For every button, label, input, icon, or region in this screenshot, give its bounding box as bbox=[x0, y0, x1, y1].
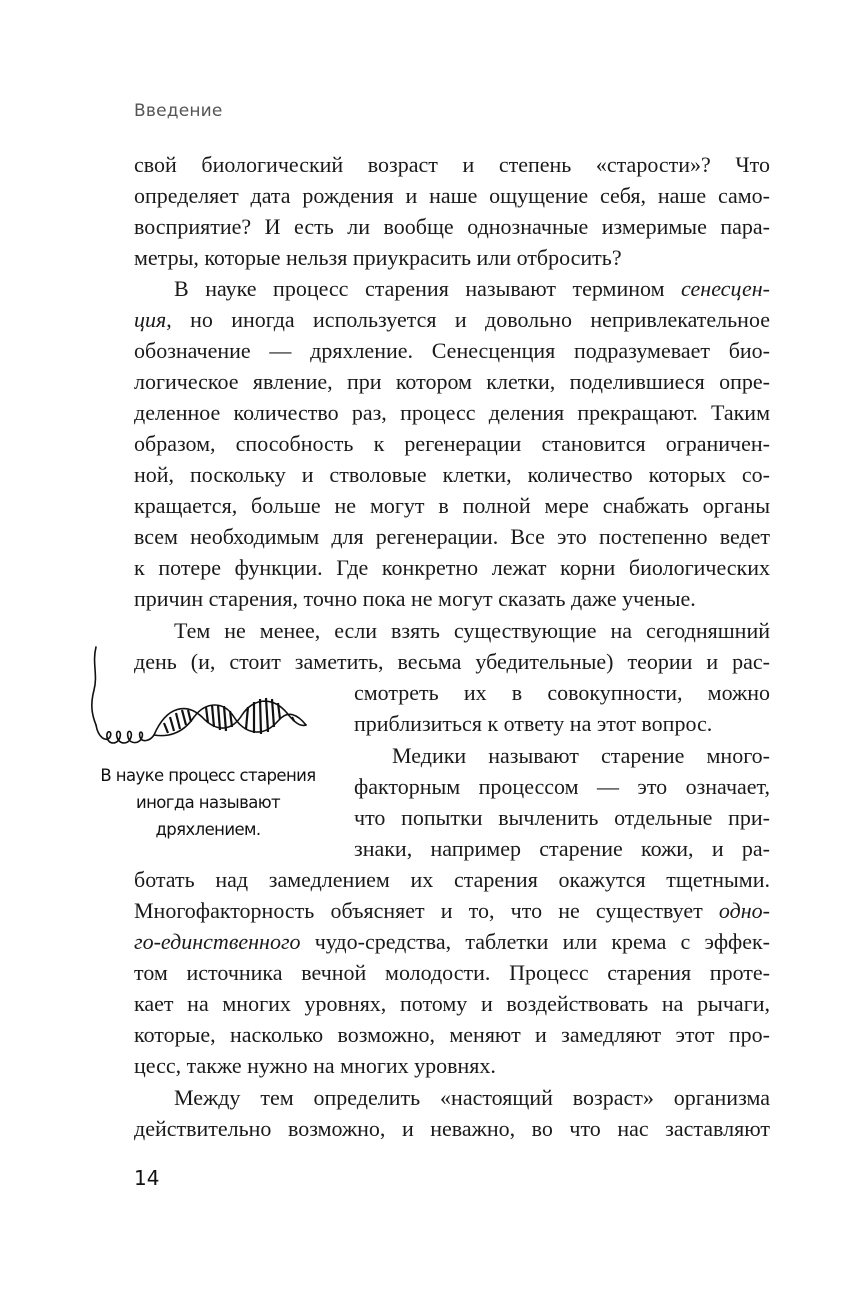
illustration-caption bbox=[96, 762, 320, 843]
text-line: знаки, например старение кожи, и ра- bbox=[354, 836, 770, 861]
text-line: причин старения, точно пока не могут сказать даже ученые. bbox=[134, 586, 696, 611]
italic-term: ция bbox=[134, 307, 167, 332]
text-line bbox=[174, 273, 770, 304]
text-line: Медики называют старение много- bbox=[392, 743, 770, 768]
text-line: метры, которые нельзя приукрасить или отбросить? bbox=[134, 245, 622, 270]
text-line bbox=[134, 926, 770, 957]
text-line: обозначение — дряхление. Сенесценция подразумевает био- bbox=[134, 338, 770, 363]
text-span: чудо-средства, таблетки или крема с эффек- bbox=[300, 929, 770, 954]
text-line: ной, поскольку и стволовые клетки, количество которых со- bbox=[134, 462, 770, 487]
text-line: определяет дата рождения и наше ощущение себя, наше само- bbox=[134, 183, 770, 208]
text-line: которые, насколько возможно, меняют и замедляют этот про- bbox=[134, 1022, 770, 1047]
text-line: к потере функции. Где конкретно лежат корни биологических bbox=[134, 555, 770, 580]
text-line: том источника вечной молодости. Процесс старения проте- bbox=[134, 960, 770, 985]
italic-term: одно- bbox=[718, 898, 770, 923]
text-line: цесс, также нужно на многих уровнях. bbox=[134, 1053, 496, 1078]
text-span: , но иногда используется и довольно непривлекательное bbox=[166, 307, 770, 332]
italic-term: сенесцен- bbox=[681, 276, 770, 301]
text-line: восприятие? И есть ли вообще однозначные измеримые пара- bbox=[134, 214, 770, 239]
text-line: кращается, больше не могут в полной мере снабжать органы bbox=[134, 493, 770, 518]
text-line bbox=[134, 304, 770, 335]
text-span: Многофакторность объясняет и то, что не существует bbox=[134, 898, 719, 923]
text-line: смотреть их в совокупности, можно bbox=[354, 680, 770, 705]
text-line: действительно возможно, и неважно, во что нас заставляют bbox=[134, 1116, 770, 1141]
text-line bbox=[134, 895, 770, 926]
caption-line: иногда называют bbox=[135, 793, 281, 812]
text-span: В науке процесс старения называют термином bbox=[174, 276, 682, 301]
text-line: ботать над замедлением их старения окажутся тщетными. bbox=[134, 867, 770, 892]
text-line: свой биологический возраст и степень «старости»? Что bbox=[134, 152, 770, 177]
dna-helix-icon bbox=[82, 645, 322, 757]
text-line: что попытки вычленить отдельные при- bbox=[354, 805, 770, 830]
caption-line: В науке процесс старения bbox=[100, 766, 316, 785]
text-line: образом, способность к регенерации становится ограничен- bbox=[134, 431, 770, 456]
running-head: Введение bbox=[134, 101, 223, 121]
text-line: всем необходимым для регенерации. Все это постепенно ведет bbox=[134, 524, 770, 549]
page-number: 14 bbox=[134, 1166, 160, 1190]
text-line: приблизиться к ответу на этот вопрос. bbox=[354, 711, 713, 736]
text-line: кает на многих уровнях, потому и воздействовать на рычаги, bbox=[134, 991, 770, 1016]
text-line: Тем не менее, если взять существующие на сегодняшний bbox=[174, 618, 770, 643]
text-line: Между тем определить «настоящий возраст» организма bbox=[174, 1085, 770, 1110]
text-line: день (и, стоит заметить, весьма убедительные) теории и рас- bbox=[134, 649, 770, 674]
caption-line: дряхлением. bbox=[155, 820, 261, 839]
text-line: логическое явление, при котором клетки, поделившиеся опре- bbox=[134, 369, 770, 394]
text-line: факторным процессом — это означает, bbox=[354, 774, 770, 799]
italic-term: го-единственного bbox=[134, 929, 301, 954]
text-line: деленное количество раз, процесс деления прекращают. Таким bbox=[134, 400, 770, 425]
